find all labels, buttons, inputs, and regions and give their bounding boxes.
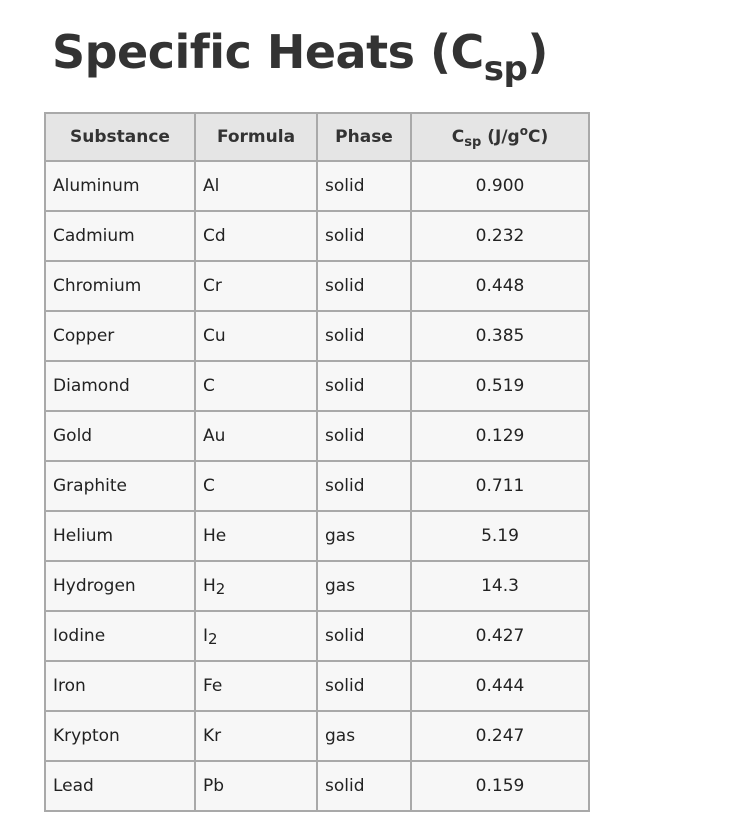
page-title [52, 22, 548, 89]
cell-csp: 0.519 [411, 361, 589, 411]
page-title-subscript: sp [483, 49, 528, 89]
cell-csp: 0.711 [411, 461, 589, 511]
cell-formula [195, 561, 317, 611]
formula-text: H [203, 576, 216, 596]
page-title-close: ) [527, 25, 548, 79]
cell-phase: solid [317, 761, 411, 811]
formula-text: Cu [203, 326, 226, 346]
cell-phase: solid [317, 611, 411, 661]
cell-substance: Copper [45, 311, 195, 361]
cell-substance: Krypton [45, 711, 195, 761]
cell-substance: Iodine [45, 611, 195, 661]
cell-formula [195, 311, 317, 361]
cell-substance: Graphite [45, 461, 195, 511]
cell-phase: gas [317, 711, 411, 761]
cell-formula [195, 211, 317, 261]
cell-csp: 0.159 [411, 761, 589, 811]
header-row [45, 113, 589, 161]
header-csp-degree: o [519, 124, 528, 138]
table-row [45, 311, 589, 361]
cell-substance: Iron [45, 661, 195, 711]
cell-csp: 0.129 [411, 411, 589, 461]
cell-phase: solid [317, 211, 411, 261]
cell-substance: Gold [45, 411, 195, 461]
table-row [45, 261, 589, 311]
cell-phase: solid [317, 461, 411, 511]
cell-phase: gas [317, 561, 411, 611]
formula-text: Kr [203, 726, 222, 746]
formula-text: Cd [203, 226, 226, 246]
cell-substance: Hydrogen [45, 561, 195, 611]
cell-substance: Diamond [45, 361, 195, 411]
table-header [45, 113, 589, 161]
table-row [45, 761, 589, 811]
cell-csp: 5.19 [411, 511, 589, 561]
cell-csp: 0.900 [411, 161, 589, 211]
cell-substance: Cadmium [45, 211, 195, 261]
cell-csp: 0.444 [411, 661, 589, 711]
header-csp-symbol: C [451, 127, 465, 147]
table-row [45, 561, 589, 611]
cell-csp: 14.3 [411, 561, 589, 611]
cell-formula [195, 761, 317, 811]
table-row [45, 661, 589, 711]
table-row [45, 511, 589, 561]
cell-phase: solid [317, 261, 411, 311]
cell-phase: gas [317, 511, 411, 561]
formula-subscript: 2 [215, 580, 226, 598]
cell-formula [195, 711, 317, 761]
table-body [45, 161, 589, 811]
header-csp-unit-b: C) [527, 127, 549, 147]
cell-substance: Lead [45, 761, 195, 811]
cell-formula [195, 161, 317, 211]
cell-csp: 0.427 [411, 611, 589, 661]
specific-heats-table [44, 112, 590, 812]
cell-formula [195, 361, 317, 411]
cell-substance: Aluminum [45, 161, 195, 211]
page-title-text: Specific Heats (C [52, 25, 484, 79]
cell-phase: solid [317, 661, 411, 711]
formula-text: Au [203, 426, 226, 446]
header-formula: Formula [195, 113, 317, 161]
cell-csp: 0.247 [411, 711, 589, 761]
formula-text: Al [203, 176, 220, 196]
table-row [45, 711, 589, 761]
cell-formula [195, 611, 317, 661]
cell-formula [195, 661, 317, 711]
formula-text: C [203, 476, 215, 496]
cell-formula [195, 461, 317, 511]
header-csp [411, 113, 589, 161]
cell-csp: 0.448 [411, 261, 589, 311]
table-row [45, 161, 589, 211]
formula-text: Pb [203, 776, 225, 796]
cell-phase: solid [317, 411, 411, 461]
cell-formula [195, 261, 317, 311]
header-substance: Substance [45, 113, 195, 161]
formula-text: I [203, 626, 209, 646]
cell-phase: solid [317, 311, 411, 361]
formula-text: Cr [203, 276, 222, 296]
cell-csp: 0.232 [411, 211, 589, 261]
table-row [45, 461, 589, 511]
cell-csp: 0.385 [411, 311, 589, 361]
header-csp-subscript: sp [464, 135, 482, 150]
header-csp-unit-a: (J/g [481, 127, 520, 147]
formula-text: C [203, 376, 215, 396]
formula-subscript: 2 [208, 630, 218, 648]
table-row [45, 411, 589, 461]
table-row [45, 361, 589, 411]
cell-formula [195, 511, 317, 561]
header-phase: Phase [317, 113, 411, 161]
table-row [45, 211, 589, 261]
formula-text: He [203, 526, 227, 546]
cell-substance: Helium [45, 511, 195, 561]
cell-phase: solid [317, 361, 411, 411]
cell-substance: Chromium [45, 261, 195, 311]
table-row [45, 611, 589, 661]
cell-formula [195, 411, 317, 461]
formula-text: Fe [203, 676, 223, 696]
cell-phase: solid [317, 161, 411, 211]
